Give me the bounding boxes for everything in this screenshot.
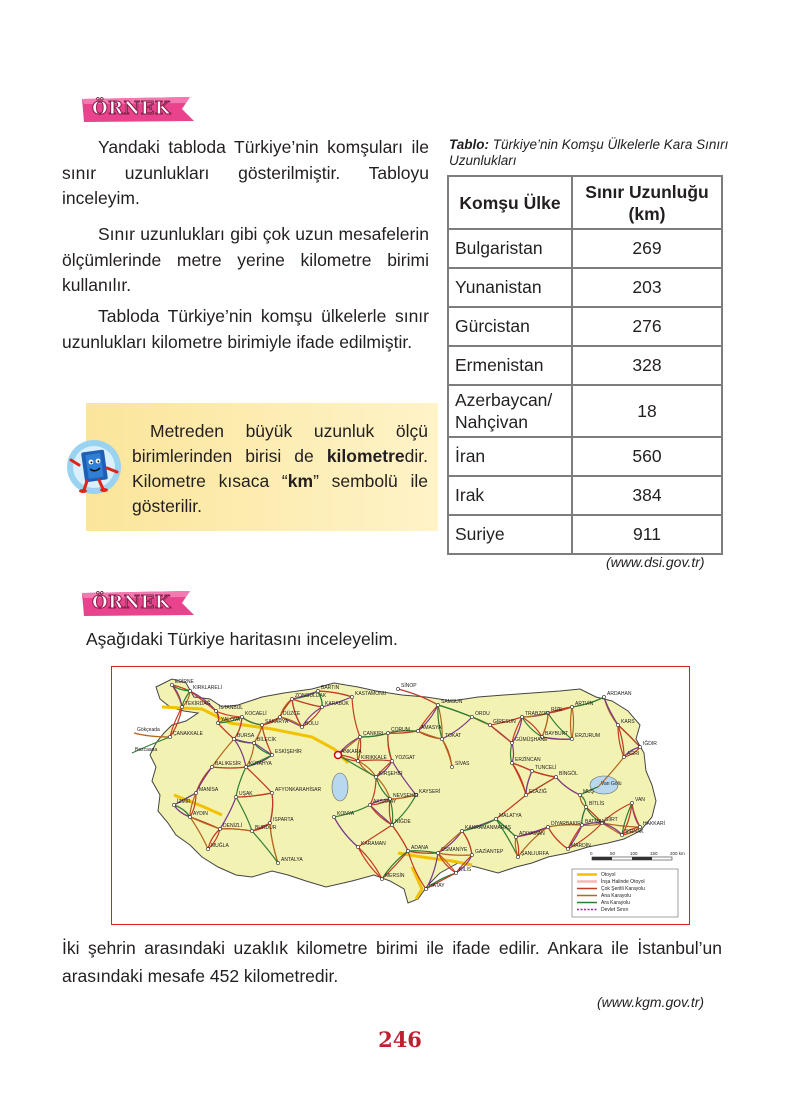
paragraph: Sınır uzunlukları gibi çok uzun mesafelerin ölçümlerinde metre yerine kilometre birimi kullanılır. (62, 224, 429, 295)
city-label: MANİSA (199, 787, 219, 793)
city-label: BİNGÖL (559, 771, 578, 777)
city-label: ADANA (411, 845, 429, 851)
city-label: IĞDIR (643, 741, 657, 747)
city-label: KÜTAHYA (249, 761, 272, 767)
city-label: YOZGAT (395, 755, 416, 761)
city-label: BİTLİS (589, 801, 605, 807)
city-dot (332, 815, 335, 818)
table-row (448, 515, 722, 554)
city-label: DÜZCE (283, 711, 301, 717)
city-label: VAN (635, 797, 645, 803)
city-label: HATAY (429, 883, 445, 889)
city-dot (170, 683, 173, 686)
city-label: KIRKLARELİ (193, 685, 222, 691)
ornek-label: ÖRNEK (92, 592, 171, 613)
length-cell: 269 (572, 229, 722, 268)
city-dot (488, 723, 491, 726)
note-text-part: ” sembolü ile gösterilir. (132, 471, 428, 516)
country-cell: Azerbaycan/ Nahçivan (448, 385, 572, 437)
city-label: HAKKARİ (643, 821, 665, 827)
city-label: KİLİS (459, 867, 472, 873)
table-header-row (448, 176, 722, 229)
city-label: Gökçeada (137, 727, 160, 733)
scale-tick-label: 0 (590, 851, 593, 856)
city-dot (194, 791, 197, 794)
city-dot (578, 793, 581, 796)
city-label: BOLU (305, 721, 319, 727)
map-legend (572, 869, 678, 917)
city-label: ARDAHAN (607, 691, 632, 697)
city-label: ELAZIĞ (529, 789, 547, 795)
note-bold-term: kilometre (326, 446, 405, 466)
city-label: ŞIRNAK (625, 829, 644, 835)
city-dot (244, 765, 247, 768)
city-dot (320, 705, 323, 708)
legend-label: Ana Karayolu (601, 893, 632, 899)
city-label: BİLECİK (257, 737, 277, 743)
city-label: KAHRAMANMARAŞ (465, 825, 512, 831)
city-label: KARS (621, 719, 635, 725)
city-label: KIRŞEHİR (379, 771, 403, 777)
city-label: KAYSERİ (419, 789, 441, 795)
city-label: TEKİRDAĞ (185, 701, 211, 707)
length-cell: 911 (572, 515, 722, 554)
city-dot (358, 735, 361, 738)
city-dot (510, 741, 513, 744)
country-cell: Gürcistan (448, 307, 572, 346)
city-label: GAZİANTEP (475, 849, 504, 855)
city-dot (172, 803, 175, 806)
table-source: (www.dsi.gov.tr) (606, 554, 705, 570)
city-label: OSMANİYE (441, 847, 468, 853)
city-dot (570, 737, 573, 740)
table-row (448, 229, 722, 268)
map-paragraph: İki şehrin arasındaki uzaklık kilometre birimi ile ifade edilir. Ankara ile İstanbul’un arasındaki mesafe 452 kilometredir. (62, 938, 722, 986)
city-label: AYDIN (193, 811, 208, 817)
city-dot (234, 795, 237, 798)
city-dot (546, 825, 549, 828)
city-dot (240, 715, 243, 718)
city-dot (218, 827, 221, 830)
city-dot (252, 741, 255, 744)
legend-label: İnşa Halinde Otoyol (601, 879, 645, 885)
city-label: BURSA (237, 733, 255, 739)
city-label: EDİRNE (175, 679, 194, 685)
city-dot (584, 805, 587, 808)
border-length-table (447, 175, 723, 555)
city-dot (350, 695, 353, 698)
city-dot (380, 877, 383, 880)
city-label: BAYBURT (545, 731, 569, 737)
legend-label: Devlet Sınırı (601, 907, 629, 913)
city-label: BARTIN (321, 685, 340, 691)
city-dot (356, 759, 359, 762)
paragraph: Yandaki tabloda Türkiye’nin komşuları ile sınır uzunlukları gösterilmiştir. Tabloyu inceleyim. (62, 137, 429, 208)
ornek-badge-2 (78, 589, 198, 617)
city-label: MUĞLA (211, 843, 229, 849)
city-label: ADIYAMAN (519, 831, 545, 837)
city-label: ANKARA (341, 749, 362, 755)
city-label: KONYA (337, 811, 355, 817)
city-label: BALIKESİR (215, 761, 241, 767)
city-label: AĞRI (627, 751, 640, 757)
country-cell: Irak (448, 476, 572, 515)
length-cell: 18 (572, 385, 722, 437)
city-label: Bozcaada (135, 747, 158, 753)
city-label: ÇANKIRI (363, 731, 384, 737)
city-dot (436, 703, 439, 706)
city-label: SAMSUN (441, 699, 463, 705)
city-label: BURDUR (255, 825, 277, 831)
city-dot (390, 823, 393, 826)
capital-marker (335, 752, 342, 759)
table-row (448, 385, 722, 437)
note-text-part: Metreden büyük uzunluk ölçü birimlerinden birisi de (132, 421, 428, 466)
table-row (448, 268, 722, 307)
city-label: MERSİN (385, 873, 405, 879)
length-cell: 384 (572, 476, 722, 515)
scale-tick-label: 200 km (670, 851, 685, 856)
length-cell: 560 (572, 437, 722, 476)
city-label: ARTVİN (575, 701, 594, 707)
paragraph: Tabloda Türkiye’nin komşu ülkelerle sınır uzunlukları kilometre birimiyle ifade edilmiştir. (62, 306, 429, 352)
city-label: AMASYA (421, 725, 442, 731)
city-dot (386, 731, 389, 734)
city-dot (406, 849, 409, 852)
city-label: GÜMÜŞHANE (515, 737, 548, 743)
city-label: KOCAELİ (245, 711, 267, 717)
city-dot (450, 765, 453, 768)
city-label: NEVŞEHİR (393, 793, 419, 799)
city-dot (300, 725, 303, 728)
city-dot (530, 769, 533, 772)
city-dot (216, 721, 219, 724)
city-dot (524, 793, 527, 796)
note-text (132, 419, 428, 519)
city-label: ŞANLIURFA (521, 851, 549, 857)
city-dot (424, 887, 427, 890)
city-label: ESKİŞEHİR (275, 749, 302, 755)
table-caption-text: Türkiye’nin Komşu Ülkelerle Kara Sınırı Uzunlukları (449, 137, 729, 168)
city-dot (516, 855, 519, 858)
scale-tick-label: 50 (610, 851, 616, 856)
city-dot (602, 695, 605, 698)
city-label: ERZURUM (575, 733, 600, 739)
city-label: Van Gölü (601, 781, 622, 787)
city-label: TRABZON (525, 711, 549, 717)
city-dot (276, 861, 279, 864)
map-source: (www.kgm.gov.tr) (597, 994, 705, 1010)
map-intro: Aşağıdaki Türkiye haritasını inceleyelim. (86, 629, 398, 649)
turkey-map-graphic (112, 667, 688, 923)
city-dot (460, 829, 463, 832)
city-label: SİİRT (605, 817, 618, 823)
city-label: MALATYA (499, 813, 522, 819)
city-dot (214, 709, 217, 712)
legend-label: Otoyol (601, 872, 616, 878)
country-cell: Yunanistan (448, 268, 572, 307)
city-dot (270, 753, 273, 756)
city-dot (630, 801, 633, 804)
city-dot (554, 775, 557, 778)
city-dot (250, 829, 253, 832)
city-label: ZONGULDAK (295, 693, 327, 699)
city-label: ANTALYA (281, 857, 303, 863)
city-dot (470, 853, 473, 856)
city-dot (470, 715, 473, 718)
scale-bar (590, 851, 685, 860)
city-dot (566, 847, 569, 850)
city-dot (570, 705, 573, 708)
city-label: İSTANBUL (219, 705, 244, 711)
city-label: KASTAMONU (355, 691, 387, 697)
city-label: TOKAT (445, 733, 462, 739)
city-label: AFYONKARAHİSAR (275, 787, 322, 793)
city-dot (368, 803, 371, 806)
tuz-lake (332, 773, 348, 801)
city-label: ÇORUM (391, 727, 410, 733)
city-dot (520, 715, 523, 718)
table-row (448, 476, 722, 515)
table-caption (449, 137, 729, 169)
city-label: DİYARBAKIR (551, 821, 581, 827)
city-dot (210, 765, 213, 768)
city-dot (616, 723, 619, 726)
city-label: UŞAK (239, 791, 253, 797)
city-label: KARAMAN (361, 841, 386, 847)
city-label: KARABÜK (325, 701, 349, 707)
length-cell: 203 (572, 268, 722, 307)
city-label: ORDU (475, 711, 490, 717)
city-dot (290, 697, 293, 700)
legend-label: Çok Şeritli Karayolu (601, 886, 645, 892)
ornek-badge-1 (78, 95, 198, 123)
city-label: DENİZLİ (223, 823, 243, 829)
country-cell: İran (448, 437, 572, 476)
city-label: SİVAS (455, 761, 470, 767)
note-text-part: dir. Kilometre kısaca “ (132, 446, 428, 491)
city-label: ISPARTA (273, 817, 294, 823)
table-header: Komşu Ülke (448, 176, 572, 229)
city-dot (188, 689, 191, 692)
table-row (448, 307, 722, 346)
city-dot (638, 745, 641, 748)
city-dot (416, 729, 419, 732)
city-label: ERZİNCAN (515, 757, 541, 763)
scale-tick-label: 100 (630, 851, 638, 856)
city-label: KIRIKKALE (361, 755, 387, 761)
turkey-road-map (111, 666, 690, 925)
city-label: BATMAN (585, 819, 606, 825)
city-label: YALOVA (221, 717, 241, 723)
city-label: RİZE (551, 707, 563, 713)
ornek-label: ÖRNEK (92, 98, 171, 119)
city-dot (356, 845, 359, 848)
city-label: ÇANAKKALE (173, 731, 204, 737)
city-dot (168, 735, 171, 738)
city-label: SİNOP (401, 683, 417, 689)
city-dot (510, 761, 513, 764)
city-label: SAKARYA (265, 719, 289, 725)
city-label: İZMİR (177, 799, 191, 805)
legend-label: Ara Karayolu (601, 900, 630, 906)
table-row (448, 346, 722, 385)
country-cell: Ermenistan (448, 346, 572, 385)
city-label: GİRESUN (493, 719, 516, 725)
city-label: MUŞ (583, 789, 595, 795)
city-dot (232, 737, 235, 740)
scale-tick-label: 150 (650, 851, 658, 856)
city-dot (374, 775, 377, 778)
city-label: MARDİN (571, 843, 591, 849)
city-label: TUNCELİ (535, 765, 557, 771)
city-dot (206, 847, 209, 850)
city-label: AKSARAY (373, 799, 397, 805)
length-cell: 276 (572, 307, 722, 346)
city-label: NİĞDE (395, 819, 411, 825)
book-mascot-icon (65, 438, 127, 496)
city-dot (260, 723, 263, 726)
city-dot (390, 759, 393, 762)
city-dot (440, 737, 443, 740)
length-cell: 328 (572, 346, 722, 385)
page-number: 246 (378, 1027, 422, 1052)
city-dot (188, 815, 191, 818)
city-dot (494, 817, 497, 820)
note-bold-symbol: km (287, 471, 314, 491)
city-dot (454, 871, 457, 874)
city-dot (396, 687, 399, 690)
table-row (448, 437, 722, 476)
city-dot (622, 755, 625, 758)
city-dot (620, 833, 623, 836)
city-dot (436, 851, 439, 854)
city-dot (180, 705, 183, 708)
city-dot (514, 835, 517, 838)
table-header: Sınır Uzunluğu (km) (572, 176, 722, 229)
country-cell: Bulgaristan (448, 229, 572, 268)
country-cell: Suriye (448, 515, 572, 554)
city-dot (270, 791, 273, 794)
table-caption-label: Tablo: (449, 137, 489, 152)
